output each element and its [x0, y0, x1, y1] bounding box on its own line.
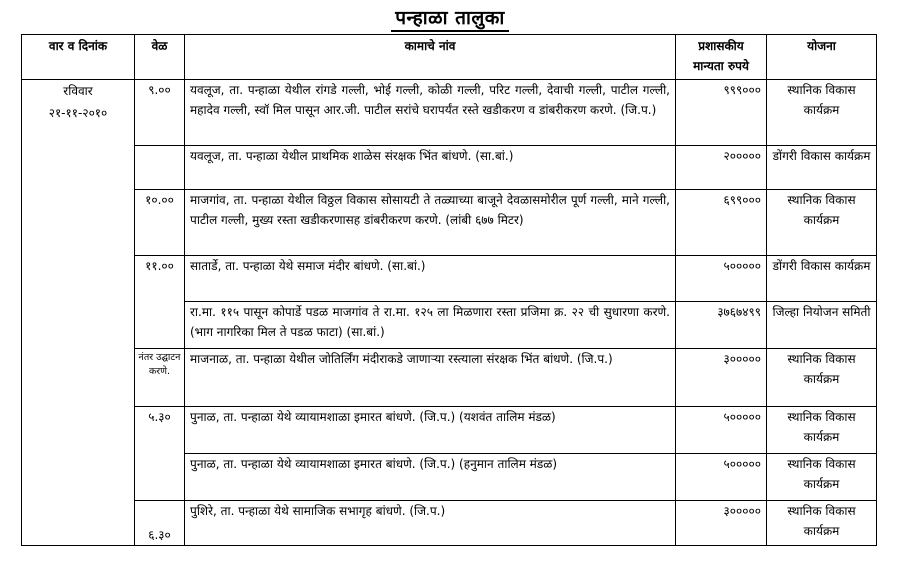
- header-sanction-line1: प्रशासकीय: [698, 39, 744, 53]
- table-row: [22, 407, 877, 454]
- time-cell: नंतर उद्घाटन करणे.: [135, 349, 185, 407]
- work-cell: पुशिरे, ता. पन्हाळा येथे सामाजिक सभागृह बांधणे. (जि.प.): [185, 501, 676, 546]
- header-row: [22, 35, 877, 80]
- table-row: [22, 80, 877, 146]
- work-cell: यवलूज, ता. पन्हाळा येथील रांगडे गल्ली, भोई गल्ली, कोळी गल्ली, परिट गल्ली, देवाची गल्ली, पाटील गल्ली, महादेव गल्ली, स्वॉ मिल पासून आर.जी. पाटील सरांचे घरापर्यंत रस्ते खडीकरण व डांबरीकरण करणे. (जि.प.): [185, 80, 676, 146]
- works-table: [21, 34, 877, 546]
- time-cell: ६.३०: [135, 501, 185, 546]
- scheme-cell: जिल्हा नियोजन समिती: [767, 302, 877, 349]
- work-cell: माजनाळ, ता. पन्हाळा येथील जोतिर्लिंग मंदीराकडे जाणाऱ्या रस्त्याला संरक्षक भिंत बांधणे. (जि.प.): [185, 349, 676, 407]
- scheme-cell: स्थानिक विकास कार्यक्रम: [767, 80, 877, 146]
- scheme-cell: स्थानिक विकास कार्यक्रम: [767, 454, 877, 501]
- amount-cell: ३७६७४९९: [676, 302, 767, 349]
- header-work-name: कामाचे नांव: [185, 35, 676, 80]
- table-row: [22, 256, 877, 302]
- page-title-text: पन्हाळा तालुका: [391, 7, 509, 32]
- scheme-cell: स्थानिक विकास कार्यक्रम: [767, 349, 877, 407]
- work-cell: यवलूज, ता. पन्हाळा येथील प्राथमिक शाळेस संरक्षक भिंत बांधणे. (सा.बां.): [185, 146, 676, 190]
- scheme-cell: डोंगरी विकास कार्यक्रम: [767, 146, 877, 190]
- work-cell: सातार्डे, ता. पन्हाळा येथे समाज मंदीर बांधणे. (सा.बां.): [185, 256, 676, 302]
- time-cell: ११.००: [135, 256, 185, 349]
- day-name: रविवार: [63, 84, 93, 98]
- header-sanction-line2: मान्यता रुपये: [693, 59, 749, 73]
- time-cell: ९.००: [135, 80, 185, 146]
- amount-cell: ५०००००: [676, 407, 767, 454]
- header-sanction: [676, 35, 767, 80]
- work-cell: पुनाळ, ता. पन्हाळा येथे व्यायामशाळा इमारत बांधणे. (जि.प.) (हनुमान तालिम मंडळ): [185, 454, 676, 501]
- time-cell-empty: [135, 146, 185, 190]
- header-day-date: वार व दिनांक: [22, 35, 135, 80]
- table-row: [22, 349, 877, 407]
- amount-cell: ५०००००: [676, 454, 767, 501]
- amount-cell: ६९९०००: [676, 190, 767, 256]
- page-title: [0, 4, 900, 30]
- work-cell: पुनाळ, ता. पन्हाळा येथे व्यायामशाळा इमारत बांधणे. (जि.प.) (यशवंत तालिम मंडळ): [185, 407, 676, 454]
- time-cell: १०.००: [135, 190, 185, 256]
- table-row: [22, 146, 877, 190]
- amount-cell: ३०००००: [676, 501, 767, 546]
- time-cell: ५.३०: [135, 407, 185, 501]
- scheme-cell: स्थानिक विकास कार्यक्रम: [767, 407, 877, 454]
- amount-cell: ५०००००: [676, 256, 767, 302]
- scheme-cell: डोंगरी विकास कार्यक्रम: [767, 256, 877, 302]
- amount-cell: २०००००: [676, 146, 767, 190]
- scheme-cell: स्थानिक विकास कार्यक्रम: [767, 501, 877, 546]
- header-time: वेळ: [135, 35, 185, 80]
- header-scheme: योजना: [767, 35, 877, 80]
- work-cell: रा.मा. ११५ पासून कोपार्डे पडळ माजगांव ते रा.मा. १२५ ला मिळणारा रस्ता प्रजिमा क्र. २२ ची सुधारणा करणे. (भाग नागरिका मिल ते पडळ फाटा) (सा.बां.): [185, 302, 676, 349]
- day-date: २१-११-२०१०: [48, 106, 108, 120]
- table-row: [22, 190, 877, 256]
- scheme-cell: स्थानिक विकास कार्यक्रम: [767, 190, 877, 256]
- amount-cell: ३०००००: [676, 349, 767, 407]
- amount-cell: ९९९०००: [676, 80, 767, 146]
- table-row: [22, 501, 877, 546]
- day-date-cell: [22, 80, 135, 546]
- work-cell: माजगांव, ता. पन्हाळा येथील विठ्ठल विकास सोसायटी ते तळ्याच्या बाजूने देवळासमोरील पूर्ण गल्ली, माने गल्ली, पाटील गल्ली, मुख्य रस्ता खडीकरणासह डांबरीकरण करणे. (लांबी ६७७ मिटर): [185, 190, 676, 256]
